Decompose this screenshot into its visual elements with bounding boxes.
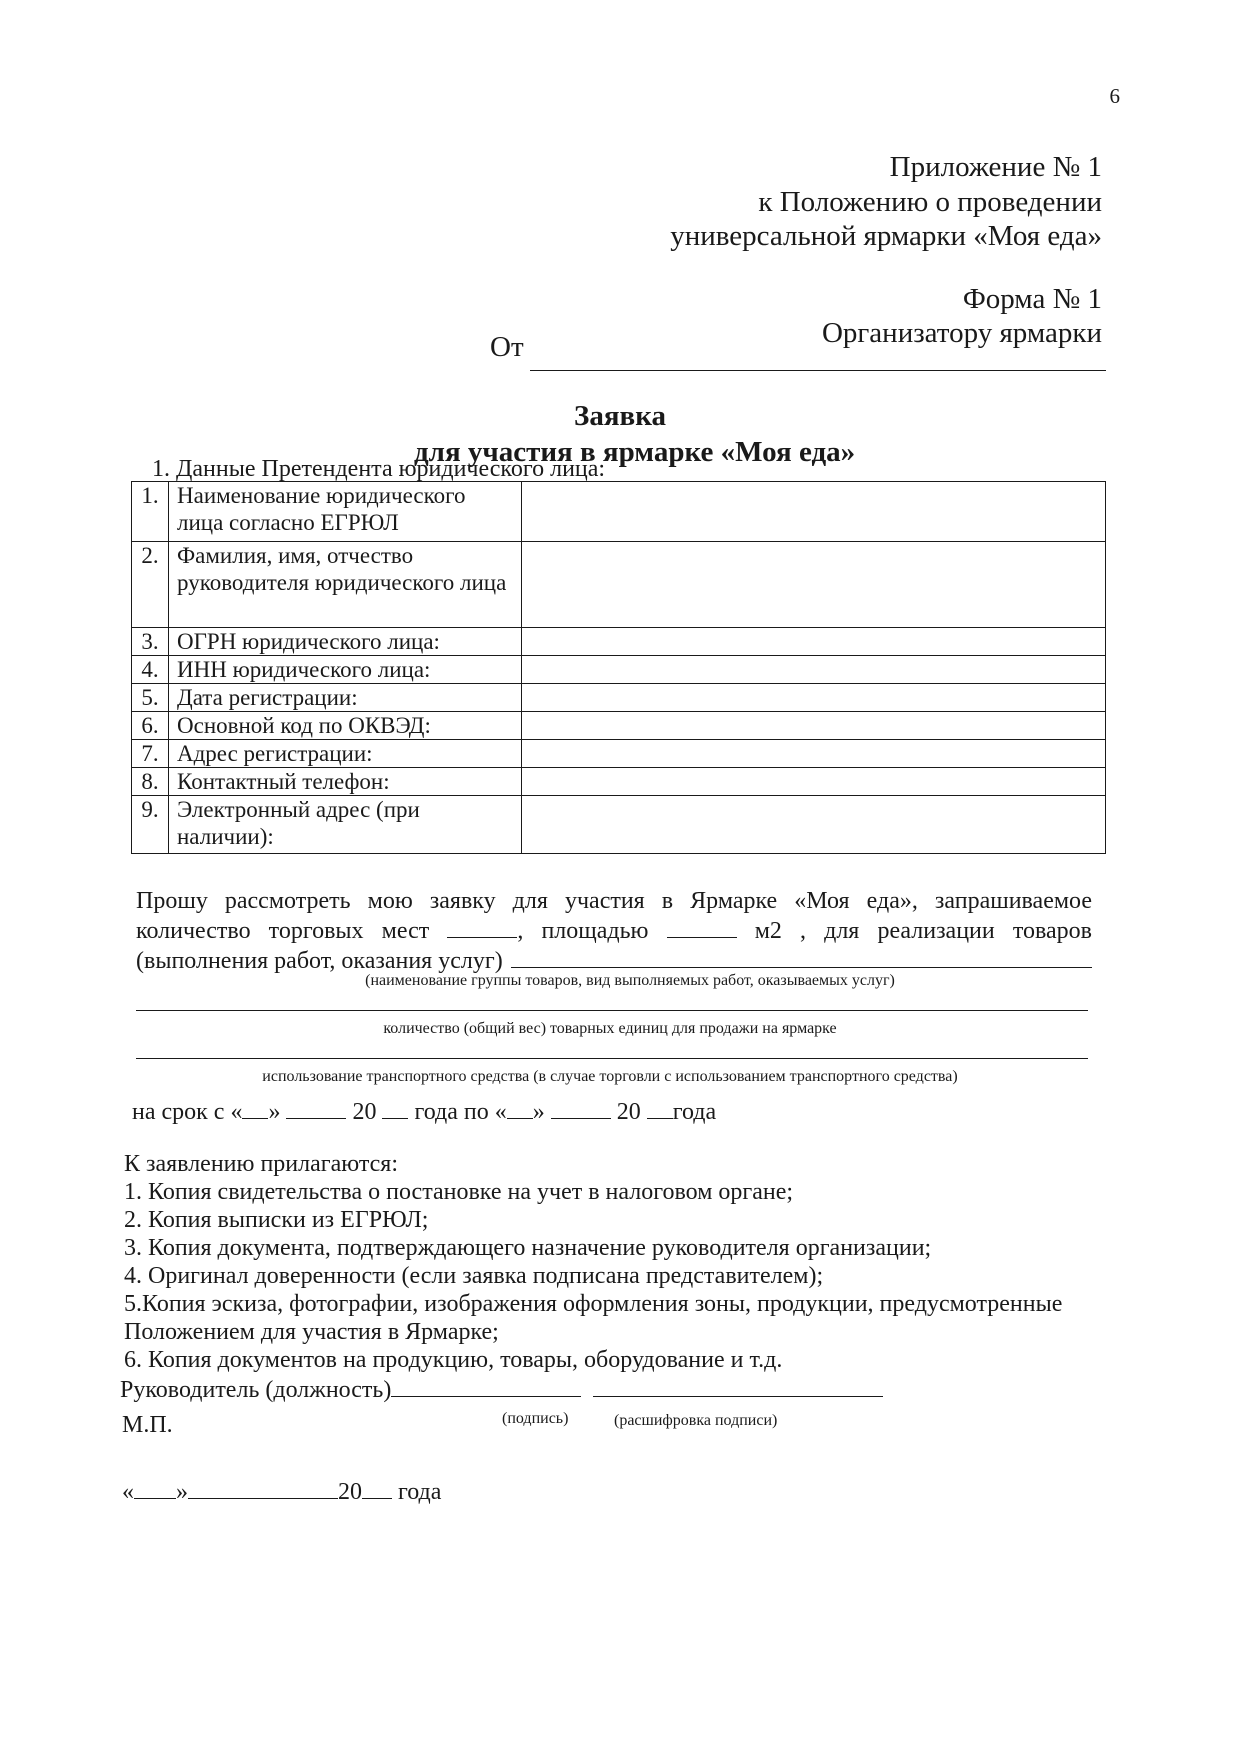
page-number: 6 xyxy=(1109,84,1120,108)
goods-group-field[interactable] xyxy=(511,947,1092,968)
term-quote-close: » xyxy=(268,1099,281,1125)
term-to-label: года по « xyxy=(414,1099,507,1125)
section-title: 1. Данные Претендента юридического лица: xyxy=(152,456,606,482)
addressee: Организатору ярмарки xyxy=(821,317,1102,349)
attachments-heading: К заявлению прилагаются: xyxy=(124,1151,399,1177)
appendix-line-1: Приложение № 1 xyxy=(889,151,1102,183)
row-value-field[interactable] xyxy=(522,542,1106,628)
date-day-field[interactable] xyxy=(134,1478,176,1499)
signature-line xyxy=(120,1376,883,1404)
row-number: 5. xyxy=(132,684,169,712)
date-quote-close: » xyxy=(176,1479,188,1505)
row-number: 9. xyxy=(132,796,169,854)
row-label: Дата регистрации: xyxy=(169,684,522,712)
request-line-1: Прошу рассмотреть мою заявку для участия в Ярмарке «Моя еда», запрашиваемое xyxy=(136,888,1092,914)
document-subtitle: для участия в ярмарке «Моя еда» xyxy=(414,436,856,468)
signature-decoding-field[interactable] xyxy=(593,1376,883,1397)
row-label: ОГРН юридического лица: xyxy=(169,628,522,656)
area-label: , площадью xyxy=(517,918,649,944)
list-item: 5.Копия эскиза, фотографии, изображения оформления зоны, продукции, предусмотренные Положением для участия в Ярмарке; xyxy=(124,1291,1063,1345)
date-month-field[interactable] xyxy=(188,1478,338,1499)
row-value-field[interactable] xyxy=(522,796,1106,854)
date-quote-open: « xyxy=(122,1479,134,1505)
row-value-field[interactable] xyxy=(522,482,1106,542)
row-number: 1. xyxy=(132,482,169,542)
list-item: 3. Копия документа, подтверждающего назначение руководителя организации; xyxy=(124,1235,932,1261)
row-value-field[interactable] xyxy=(522,684,1106,712)
table-row xyxy=(132,740,1106,768)
term-from-year-field[interactable] xyxy=(382,1098,408,1119)
row-number: 8. xyxy=(132,768,169,796)
row-label: Основной код по ОКВЭД: xyxy=(169,712,522,740)
table-row xyxy=(132,684,1106,712)
table-row xyxy=(132,796,1106,854)
term-year-suffix: года xyxy=(672,1099,717,1125)
row-number: 2. xyxy=(132,542,169,628)
request-paragraph xyxy=(136,886,1092,976)
row-label: Электронный адрес (при наличии): xyxy=(169,796,522,854)
row-label: Адрес регистрации: xyxy=(169,740,522,768)
list-item: 6. Копия документов на продукцию, товары, оборудование и т.д. xyxy=(124,1347,783,1373)
applicant-table xyxy=(131,481,1106,854)
row-value-field[interactable] xyxy=(522,768,1106,796)
from-label: От xyxy=(490,331,524,363)
list-item: 1. Копия свидетельства о постановке на учет в налоговом органе; xyxy=(124,1179,794,1205)
goods-group-caption: (наименование группы товаров, вид выполняемых работ, оказываемых услуг) xyxy=(365,972,895,989)
services-label: (выполнения работ, оказания услуг) xyxy=(136,948,503,974)
head-position-label: Руководитель (должность) xyxy=(120,1377,392,1403)
row-number: 6. xyxy=(132,712,169,740)
stamp-label: М.П. xyxy=(122,1412,173,1438)
form-number: Форма № 1 xyxy=(962,283,1102,315)
term-line xyxy=(132,1098,716,1126)
signature-caption: (подпись) xyxy=(502,1410,569,1427)
list-item: 4. Оригинал доверенности (если заявка подписана представителем); xyxy=(124,1263,824,1289)
appendix-line-3: универсальной ярмарки «Моя еда» xyxy=(670,220,1102,252)
places-field[interactable] xyxy=(447,917,517,938)
row-label: Контактный телефон: xyxy=(169,768,522,796)
term-from-year-prefix: 20 xyxy=(352,1099,377,1125)
date-line xyxy=(122,1478,441,1506)
row-value-field[interactable] xyxy=(522,656,1106,684)
row-label: Фамилия, имя, отчество руководителя юридического лица xyxy=(169,542,522,628)
row-label: Наименование юридического лица согласно ЕГРЮЛ xyxy=(169,482,522,542)
signature-field[interactable] xyxy=(391,1376,581,1397)
table-row xyxy=(132,542,1106,628)
quantity-field[interactable] xyxy=(136,1010,1088,1011)
term-to-day-field[interactable] xyxy=(507,1098,533,1119)
table-row xyxy=(132,712,1106,740)
places-label: количество торговых мест xyxy=(136,918,430,944)
document-title: Заявка xyxy=(574,400,666,432)
row-number: 4. xyxy=(132,656,169,684)
term-from-label: на срок с « xyxy=(132,1099,243,1125)
term-to-year-prefix: 20 xyxy=(616,1099,641,1125)
term-to-month-field[interactable] xyxy=(551,1098,611,1119)
transport-caption: использование транспортного средства (в случае торговли с использованием транспортного средства) xyxy=(262,1068,958,1085)
row-number: 3. xyxy=(132,628,169,656)
goods-label: м2 , для реализации товаров xyxy=(754,918,1093,944)
list-item: 2. Копия выписки из ЕГРЮЛ; xyxy=(124,1207,429,1233)
date-year-prefix: 20 xyxy=(338,1479,362,1505)
row-number: 7. xyxy=(132,740,169,768)
date-year-suffix: года xyxy=(398,1479,442,1505)
term-from-month-field[interactable] xyxy=(286,1098,346,1119)
decoding-caption: (расшифровка подписи) xyxy=(614,1412,778,1429)
appendix-line-2: к Положению о проведении xyxy=(758,186,1102,218)
table-row xyxy=(132,768,1106,796)
from-field[interactable] xyxy=(530,370,1106,371)
row-value-field[interactable] xyxy=(522,712,1106,740)
transport-field[interactable] xyxy=(136,1058,1088,1059)
quantity-caption: количество (общий вес) товарных единиц для продажи на ярмарке xyxy=(383,1020,837,1037)
term-to-year-field[interactable] xyxy=(647,1098,673,1119)
table-row xyxy=(132,482,1106,542)
row-value-field[interactable] xyxy=(522,628,1106,656)
term-from-day-field[interactable] xyxy=(242,1098,268,1119)
row-label: ИНН юридического лица: xyxy=(169,656,522,684)
table-row xyxy=(132,628,1106,656)
term-quote-close-2: » xyxy=(532,1099,545,1125)
row-value-field[interactable] xyxy=(522,740,1106,768)
attachments-list xyxy=(124,1150,1104,1374)
date-year-field[interactable] xyxy=(362,1478,392,1499)
table-row xyxy=(132,656,1106,684)
area-field[interactable] xyxy=(667,917,737,938)
request-line-2 xyxy=(136,916,1092,946)
